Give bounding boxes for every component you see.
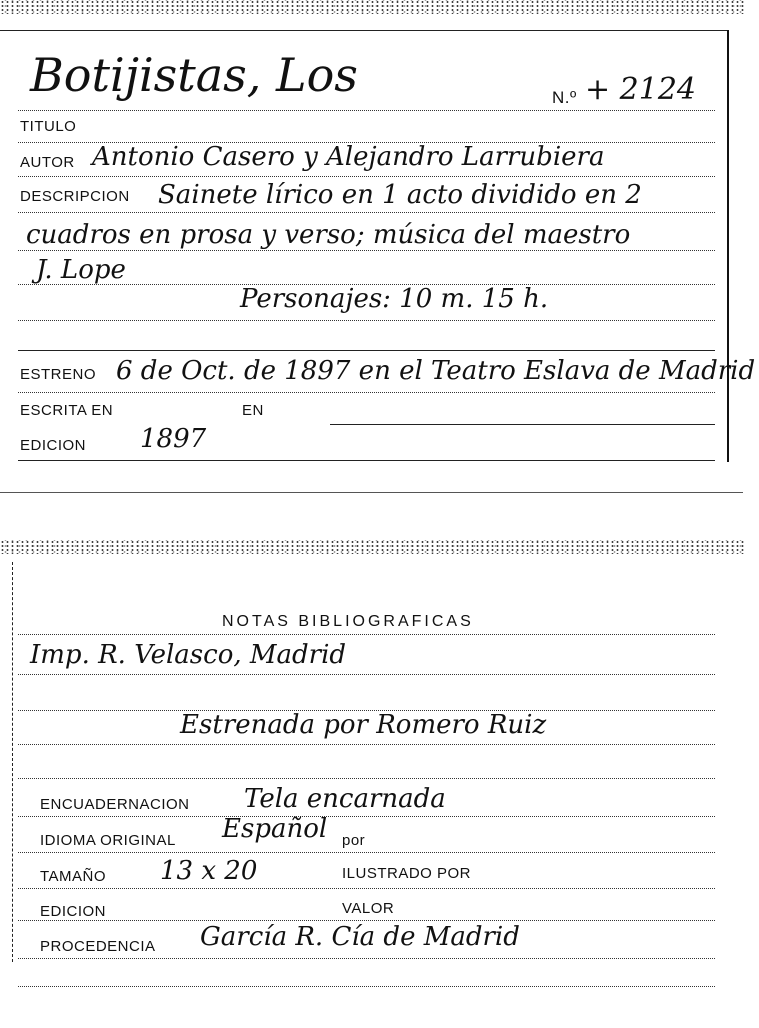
descripcion-line-1: Sainete lírico en 1 acto dividido en 2 <box>158 180 642 210</box>
rule-descripcion-2 <box>18 250 715 251</box>
estreno-value: 6 de Oct. de 1897 en el Teatro Eslava de Madrid <box>116 356 756 386</box>
label-ilustrado-por: ILUSTRADO POR <box>342 865 472 882</box>
rule-n0 <box>18 634 715 635</box>
descripcion-line-2: cuadros en prosa y verso; música del maestro <box>26 220 631 250</box>
rule-n8 <box>18 920 715 921</box>
tamano-value: 13 x 20 <box>160 856 258 886</box>
torn-edge-top-2 <box>0 540 745 554</box>
note-2: Estrenada por Romero Ruiz <box>180 710 547 740</box>
idioma-value: Español <box>222 814 328 844</box>
label-procedencia: PROCEDENCIA <box>40 938 156 955</box>
label-edicion-2: EDICION <box>40 903 107 920</box>
label-descripcion: DESCRIPCION <box>20 188 130 205</box>
rule-autor <box>18 176 715 177</box>
note-1: Imp. R. Velasco, Madrid <box>30 640 347 670</box>
rule-n4 <box>18 778 715 779</box>
autor-value: Antonio Casero y Alejandro Larrubiera <box>92 142 605 172</box>
rule-n3 <box>18 744 715 745</box>
rule-n1 <box>18 674 715 675</box>
title-handwritten: Botijistas, Los <box>30 48 358 102</box>
label-tamano: TAMAÑO <box>40 868 107 885</box>
number-handwritten: + 2124 <box>585 72 697 107</box>
rule-escrita <box>330 424 715 425</box>
label-titulo: TITULO <box>20 118 77 135</box>
label-en: EN <box>242 402 264 419</box>
label-escrita-en: ESCRITA EN <box>20 402 114 419</box>
rule-bottom <box>18 460 715 461</box>
label-estreno: ESTRENO <box>20 366 97 383</box>
rule-n10 <box>18 986 715 987</box>
descripcion-line-3: J. Lope <box>36 255 126 285</box>
encuadernacion-value: Tela encarnada <box>244 784 446 814</box>
number-prefix: N.º <box>552 88 577 107</box>
rule-personajes <box>18 320 715 321</box>
card2-left-border <box>12 562 13 962</box>
label-encuadernacion: ENCUADERNACION <box>40 796 190 813</box>
personajes-value: Personajes: 10 m. 15 h. <box>240 284 549 314</box>
procedencia-value: García R. Cía de Madrid <box>200 922 520 952</box>
label-autor: AUTOR <box>20 154 75 171</box>
rule-estreno <box>18 392 715 393</box>
rule-n9 <box>18 958 715 959</box>
rule-title <box>18 110 715 111</box>
edicion-value: 1897 <box>140 424 207 454</box>
rule-n7 <box>18 888 715 889</box>
card-separator <box>0 492 743 493</box>
torn-edge-top <box>0 0 745 14</box>
catalog-card-bottom <box>0 540 745 1020</box>
card-right-border <box>727 30 729 462</box>
rule-descripcion-1 <box>18 212 715 213</box>
rule-divider <box>18 350 715 351</box>
notas-heading: NOTAS BIBLIOGRAFICAS <box>222 613 474 630</box>
label-edicion: EDICION <box>20 437 87 454</box>
catalog-card-top <box>0 0 756 492</box>
label-idioma-original: IDIOMA ORIGINAL <box>40 832 176 849</box>
label-por: por <box>342 832 366 849</box>
label-valor: VALOR <box>342 900 395 917</box>
rule-n5 <box>18 816 715 817</box>
rule-n6 <box>18 852 715 853</box>
card-top-rule <box>0 30 727 31</box>
